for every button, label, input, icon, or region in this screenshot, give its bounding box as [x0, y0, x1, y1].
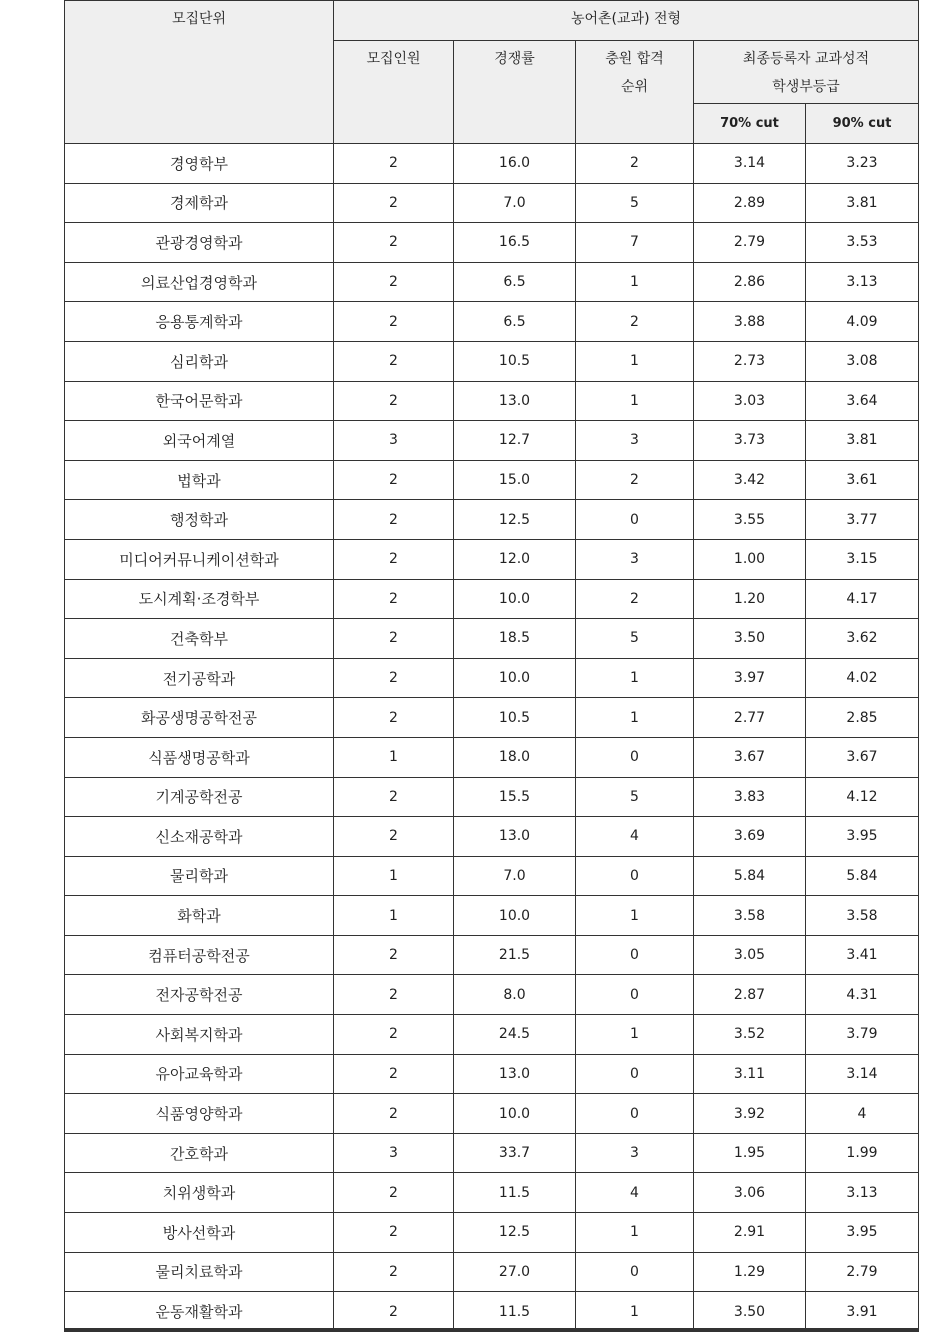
cell-unit: 유아교육학과	[65, 1054, 334, 1094]
cell-unit: 건축학부	[65, 619, 334, 659]
cell-waitlist: 1	[576, 1015, 694, 1055]
cell-quota: 2	[334, 935, 454, 975]
cell-competition: 21.5	[454, 935, 576, 975]
table-row	[65, 500, 919, 540]
cell-cut70: 1.29	[694, 1252, 806, 1292]
table-row	[65, 1133, 919, 1173]
cell-cut70: 2.73	[694, 341, 806, 381]
cell-waitlist: 0	[576, 500, 694, 540]
table-row	[65, 302, 919, 342]
cell-cut90: 3.77	[806, 500, 919, 540]
cell-quota: 2	[334, 1173, 454, 1213]
cell-cut90: 3.91	[806, 1292, 919, 1332]
cell-competition: 10.0	[454, 658, 576, 698]
cell-competition: 10.0	[454, 579, 576, 619]
header-grade	[694, 41, 919, 104]
table-bottom-rule	[64, 1328, 918, 1331]
header-cut90: 90% cut	[806, 104, 919, 144]
cell-cut70: 5.84	[694, 856, 806, 896]
cell-cut90: 2.85	[806, 698, 919, 738]
cell-quota: 2	[334, 302, 454, 342]
cell-waitlist: 2	[576, 302, 694, 342]
cell-quota: 2	[334, 539, 454, 579]
cell-waitlist: 0	[576, 737, 694, 777]
cell-cut90: 4.02	[806, 658, 919, 698]
table-row	[65, 698, 919, 738]
cell-waitlist: 0	[576, 1054, 694, 1094]
cell-quota: 3	[334, 1133, 454, 1173]
cell-quota: 1	[334, 896, 454, 936]
cell-quota: 2	[334, 1213, 454, 1253]
cell-competition: 7.0	[454, 856, 576, 896]
cell-cut90: 3.79	[806, 1015, 919, 1055]
table-row	[65, 1252, 919, 1292]
cell-cut70: 3.55	[694, 500, 806, 540]
cell-unit: 기계공학전공	[65, 777, 334, 817]
table-row	[65, 975, 919, 1015]
cell-competition: 10.0	[454, 1094, 576, 1134]
cell-unit: 물리학과	[65, 856, 334, 896]
cell-cut70: 2.89	[694, 183, 806, 223]
cell-cut70: 3.88	[694, 302, 806, 342]
table-row	[65, 223, 919, 263]
cell-waitlist: 2	[576, 144, 694, 184]
cell-unit: 식품생명공학과	[65, 737, 334, 777]
cell-waitlist: 1	[576, 262, 694, 302]
cell-cut70: 3.50	[694, 619, 806, 659]
table-row	[65, 1054, 919, 1094]
table-row	[65, 896, 919, 936]
cell-quota: 2	[334, 460, 454, 500]
cell-quota: 2	[334, 1292, 454, 1332]
table-row	[65, 381, 919, 421]
table-row	[65, 183, 919, 223]
table-row	[65, 421, 919, 461]
cell-cut70: 3.92	[694, 1094, 806, 1134]
cell-competition: 11.5	[454, 1173, 576, 1213]
cell-waitlist: 0	[576, 856, 694, 896]
cell-cut90: 3.67	[806, 737, 919, 777]
cell-competition: 12.0	[454, 539, 576, 579]
cell-unit: 경영학부	[65, 144, 334, 184]
cell-unit: 방사선학과	[65, 1213, 334, 1253]
cell-waitlist: 0	[576, 935, 694, 975]
cell-waitlist: 5	[576, 619, 694, 659]
header-quota: 모집인원	[334, 41, 454, 144]
cell-cut90: 4.31	[806, 975, 919, 1015]
cell-cut70: 3.05	[694, 935, 806, 975]
cell-competition: 8.0	[454, 975, 576, 1015]
cell-cut70: 3.73	[694, 421, 806, 461]
cell-competition: 6.5	[454, 302, 576, 342]
header-grade-label: 최종등록자 교과성적 학생부등급	[742, 51, 870, 95]
cell-cut90: 3.81	[806, 421, 919, 461]
table-row	[65, 460, 919, 500]
cell-waitlist: 3	[576, 421, 694, 461]
table-row	[65, 144, 919, 184]
cell-quota: 2	[334, 1015, 454, 1055]
cell-waitlist: 1	[576, 1213, 694, 1253]
table-row	[65, 658, 919, 698]
cell-unit: 사회복지학과	[65, 1015, 334, 1055]
cell-unit: 미디어커뮤니케이션학과	[65, 539, 334, 579]
cell-quota: 2	[334, 619, 454, 659]
cell-cut70: 1.95	[694, 1133, 806, 1173]
cell-quota: 2	[334, 1094, 454, 1134]
cell-unit: 치위생학과	[65, 1173, 334, 1213]
cell-cut70: 2.86	[694, 262, 806, 302]
cell-cut90: 4	[806, 1094, 919, 1134]
cell-unit: 경제학과	[65, 183, 334, 223]
cell-cut70: 1.20	[694, 579, 806, 619]
cell-waitlist: 2	[576, 579, 694, 619]
table-row	[65, 262, 919, 302]
cell-unit: 의료산업경영학과	[65, 262, 334, 302]
header-unit: 모집단위	[65, 1, 334, 144]
cell-cut70: 3.97	[694, 658, 806, 698]
cell-unit: 응용통계학과	[65, 302, 334, 342]
cell-cut90: 1.99	[806, 1133, 919, 1173]
table-header	[65, 1, 919, 144]
cell-cut70: 3.67	[694, 737, 806, 777]
cell-unit: 도시계획·조경학부	[65, 579, 334, 619]
cell-waitlist: 1	[576, 341, 694, 381]
cell-competition: 12.7	[454, 421, 576, 461]
cell-competition: 16.5	[454, 223, 576, 263]
cell-unit: 식품영양학과	[65, 1094, 334, 1134]
cell-quota: 2	[334, 698, 454, 738]
cell-cut90: 5.84	[806, 856, 919, 896]
cell-competition: 18.5	[454, 619, 576, 659]
cell-cut90: 4.17	[806, 579, 919, 619]
cell-cut70: 2.87	[694, 975, 806, 1015]
cell-competition: 13.0	[454, 1054, 576, 1094]
table-row	[65, 1213, 919, 1253]
table-row	[65, 1292, 919, 1332]
cell-cut90: 3.23	[806, 144, 919, 184]
table-row	[65, 1094, 919, 1134]
table-row	[65, 817, 919, 857]
cell-cut90: 4.09	[806, 302, 919, 342]
cell-competition: 10.5	[454, 341, 576, 381]
cell-cut70: 3.50	[694, 1292, 806, 1332]
table-row	[65, 539, 919, 579]
cell-cut90: 3.14	[806, 1054, 919, 1094]
cell-cut70: 2.91	[694, 1213, 806, 1253]
cell-unit: 신소재공학과	[65, 817, 334, 857]
cell-unit: 관광경영학과	[65, 223, 334, 263]
cell-unit: 한국어문학과	[65, 381, 334, 421]
cell-cut90: 3.13	[806, 1173, 919, 1213]
cell-cut70: 2.77	[694, 698, 806, 738]
cell-waitlist: 2	[576, 460, 694, 500]
cell-unit: 행정학과	[65, 500, 334, 540]
table-row	[65, 579, 919, 619]
cell-competition: 13.0	[454, 817, 576, 857]
cell-waitlist: 7	[576, 223, 694, 263]
cell-quota: 1	[334, 856, 454, 896]
cell-waitlist: 0	[576, 1094, 694, 1134]
cell-cut70: 3.14	[694, 144, 806, 184]
cell-cut90: 3.15	[806, 539, 919, 579]
table-row	[65, 856, 919, 896]
table-row	[65, 619, 919, 659]
cell-competition: 27.0	[454, 1252, 576, 1292]
cell-cut70: 3.58	[694, 896, 806, 936]
cell-cut90: 3.53	[806, 223, 919, 263]
cell-waitlist: 1	[576, 896, 694, 936]
cell-cut90: 3.95	[806, 817, 919, 857]
table-row	[65, 1015, 919, 1055]
cell-competition: 12.5	[454, 1213, 576, 1253]
cell-quota: 2	[334, 579, 454, 619]
cell-cut90: 3.64	[806, 381, 919, 421]
table-body	[65, 144, 919, 1332]
table-row	[65, 777, 919, 817]
cell-competition: 12.5	[454, 500, 576, 540]
cell-waitlist: 4	[576, 817, 694, 857]
table-row	[65, 737, 919, 777]
cell-waitlist: 0	[576, 1252, 694, 1292]
cell-cut90: 3.81	[806, 183, 919, 223]
cell-cut90: 3.95	[806, 1213, 919, 1253]
cell-cut70: 3.52	[694, 1015, 806, 1055]
cell-cut70: 1.00	[694, 539, 806, 579]
cell-competition: 7.0	[454, 183, 576, 223]
cell-unit: 컴퓨터공학전공	[65, 935, 334, 975]
cell-waitlist: 5	[576, 777, 694, 817]
cell-unit: 간호학과	[65, 1133, 334, 1173]
admissions-results-table	[64, 0, 919, 1332]
cell-waitlist: 0	[576, 975, 694, 1015]
table-row	[65, 341, 919, 381]
cell-unit: 전기공학과	[65, 658, 334, 698]
cell-quota: 2	[334, 381, 454, 421]
cell-unit: 화공생명공학전공	[65, 698, 334, 738]
cell-waitlist: 1	[576, 381, 694, 421]
cell-competition: 15.0	[454, 460, 576, 500]
cell-cut90: 3.41	[806, 935, 919, 975]
cell-waitlist: 3	[576, 539, 694, 579]
cell-cut90: 3.58	[806, 896, 919, 936]
cell-cut70: 3.03	[694, 381, 806, 421]
cell-competition: 11.5	[454, 1292, 576, 1332]
cell-cut90: 3.62	[806, 619, 919, 659]
cell-unit: 물리치료학과	[65, 1252, 334, 1292]
cell-quota: 3	[334, 421, 454, 461]
cell-cut90: 4.12	[806, 777, 919, 817]
cell-quota: 2	[334, 817, 454, 857]
header-competition: 경쟁률	[454, 41, 576, 144]
cell-cut90: 3.13	[806, 262, 919, 302]
cell-waitlist: 1	[576, 698, 694, 738]
cell-competition: 13.0	[454, 381, 576, 421]
cell-waitlist: 1	[576, 658, 694, 698]
header-group: 농어촌(교과) 전형	[334, 1, 919, 41]
cell-competition: 24.5	[454, 1015, 576, 1055]
cell-unit: 화학과	[65, 896, 334, 936]
cell-unit: 운동재활학과	[65, 1292, 334, 1332]
cell-cut70: 3.42	[694, 460, 806, 500]
cell-unit: 법학과	[65, 460, 334, 500]
cell-waitlist: 4	[576, 1173, 694, 1213]
cell-competition: 33.7	[454, 1133, 576, 1173]
table-row	[65, 1173, 919, 1213]
cell-cut90: 3.08	[806, 341, 919, 381]
cell-cut70: 3.69	[694, 817, 806, 857]
cell-waitlist: 5	[576, 183, 694, 223]
cell-quota: 2	[334, 500, 454, 540]
cell-competition: 6.5	[454, 262, 576, 302]
header-waitlist-label: 충원 합격 순위	[605, 51, 664, 95]
cell-cut90: 3.61	[806, 460, 919, 500]
cell-waitlist: 3	[576, 1133, 694, 1173]
cell-waitlist: 1	[576, 1292, 694, 1332]
cell-quota: 2	[334, 777, 454, 817]
header-cut70: 70% cut	[694, 104, 806, 144]
cell-quota: 2	[334, 658, 454, 698]
cell-quota: 2	[334, 223, 454, 263]
cell-cut70: 3.06	[694, 1173, 806, 1213]
cell-quota: 2	[334, 144, 454, 184]
cell-competition: 10.5	[454, 698, 576, 738]
cell-unit: 외국어계열	[65, 421, 334, 461]
cell-quota: 1	[334, 737, 454, 777]
cell-quota: 2	[334, 1252, 454, 1292]
cell-quota: 2	[334, 183, 454, 223]
cell-competition: 10.0	[454, 896, 576, 936]
cell-quota: 2	[334, 262, 454, 302]
cell-quota: 2	[334, 1054, 454, 1094]
cell-quota: 2	[334, 975, 454, 1015]
cell-cut70: 2.79	[694, 223, 806, 263]
cell-cut90: 2.79	[806, 1252, 919, 1292]
cell-unit: 전자공학전공	[65, 975, 334, 1015]
cell-cut70: 3.83	[694, 777, 806, 817]
cell-competition: 18.0	[454, 737, 576, 777]
cell-unit: 심리학과	[65, 341, 334, 381]
cell-quota: 2	[334, 341, 454, 381]
cell-competition: 16.0	[454, 144, 576, 184]
cell-cut70: 3.11	[694, 1054, 806, 1094]
header-waitlist	[576, 41, 694, 144]
cell-competition: 15.5	[454, 777, 576, 817]
table-row	[65, 935, 919, 975]
